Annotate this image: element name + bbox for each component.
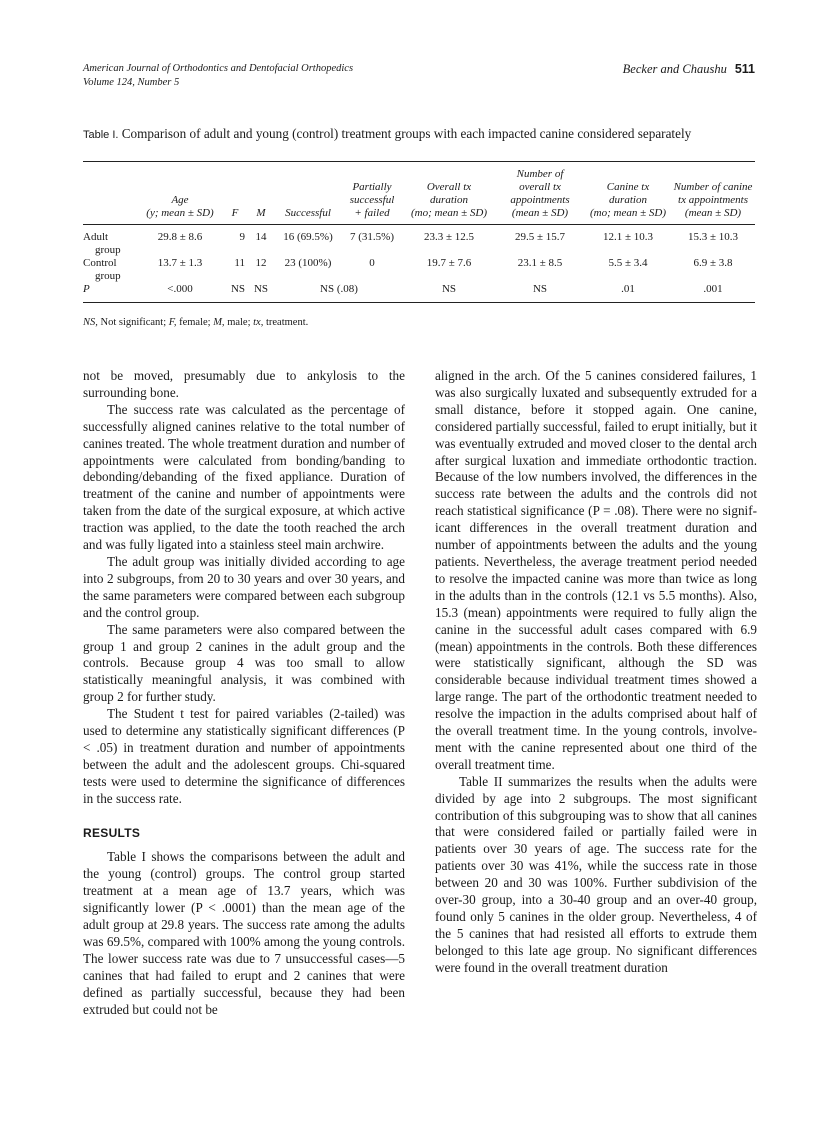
cell-overall-appointments: 23.1 ± 8.5 xyxy=(517,257,563,269)
section-heading-results: RESULTS xyxy=(83,825,141,840)
cell-m: 14 xyxy=(255,231,267,243)
cell-canine-appointments: 6.9 ± 3.8 xyxy=(693,257,733,269)
comparison-table xyxy=(83,161,755,303)
cell-overall-duration: NS xyxy=(441,283,457,295)
cell-success-combined: NS (.08) xyxy=(320,283,358,295)
cell-overall-duration: 23.3 ± 12.5 xyxy=(423,231,475,243)
journal-title: American Journal of Orthodontics and Dentofacial Orthopedics xyxy=(83,63,354,74)
row-label: Control group xyxy=(83,257,121,282)
cell-canine-duration: .01 xyxy=(621,283,635,295)
cell-age: 29.8 ± 8.6 xyxy=(157,231,203,243)
paragraph: aligned in the arch. Of the 5 canines considered failures, 1 was also surgically luxated and subsequently extruded for a small distance, before it stopped again. One canine, considered partially successful, failed to erupt initially, but it was eventually extruded and moved closer to the dental arch after surgical luxation and immediate orthodontic traction. Because of the low numbers involved, the differences in the success rate between the adults and the controls did not reach statistical significance (P = .08). There were no significant differences in the overall treatment duration and number of appointments between the adults and the young patients. Nevertheless, the average treatment period needed to resolve the impacted canine was more than twice as long in the adults than in the controls (12.1 vs 5.5 months). Also, 15.3 (mean) appointments were required to fully align the canine in the successful adult cases compared with 6.9 (mean) appointments in the controls. Both these differences were statistically significant, although the SD was considerable because individual treatment times showed a large range. The part of the orthodontic treatment needed to resolve the impaction in the adults comprised about half of the overall treatment time. In the young controls, involvement with the canine represented about one third of the overall treatment time. xyxy=(435,368,757,772)
paragraph: Table II summarizes the results when the adults were divided by age into 2 subgroups. The most significant contribution of this subgrouping was to show that all canines that were considered failed or partially failed were in patients over 30 years of age. The success rate for the patients over 30 was 41%, while the success rate in those between 20 and 30 was 100%. Further subdivision of the over-30 group, into a 30-40 group and an over-40 group, found only 5 canines in the older group. Nevertheless, 4 of the 5 canines that had resisted all efforts to extrude them belonged to this late age group. No significant differences were found in the overall treatment duration xyxy=(435,773,757,975)
table-row-adult xyxy=(83,225,755,258)
paragraph: Table I shows the comparisons between the adult and the young (control) groups. The control group started treatment at a mean age of 13.7 years, which was significantly lower (P < .0001) than the mean age of the adult group at 29.8 years. The success rate among the adults was 69.5%, compared with 100% among the young controls. The lower success rate was due to 7 unsuccessful cases—5 canines that had failed to erupt and 2 canines that were defined as partially successful, because they had been extruded but could not be xyxy=(83,849,405,1017)
table-caption-text: Comparison of adult and young (control) treatment groups with each impacted canine considered separately xyxy=(121,126,692,141)
paragraph: The success rate was calculated as the percentage of successfully aligned canines relative to the total number of canines treated. The whole treatment duration and number of appointments were calculated from bonding/banding to debonding/debanding of the fixed appliance. Duration of treatment of the canine and number of appointments were taken from the date of the surgical exposure, at which active traction was applied, to the date the tooth reached the arch and was fully ligated into a stainless steel main archwire. xyxy=(83,401,405,553)
cell-canine-appointments: 15.3 ± 10.3 xyxy=(687,231,739,243)
header-m: M xyxy=(256,207,266,219)
cell-f: 11 xyxy=(234,257,245,269)
table-row-p-value xyxy=(83,283,755,303)
running-head xyxy=(83,62,755,90)
table-caption xyxy=(83,126,723,143)
row-label: Adult group xyxy=(83,231,121,256)
cell-age: <.000 xyxy=(167,283,193,295)
row-label: P xyxy=(83,283,90,295)
cell-canine-duration: 5.5 ± 3.4 xyxy=(608,257,648,269)
table-row-control xyxy=(83,257,755,283)
cell-f: 9 xyxy=(239,231,245,243)
header-canine-appointments: Number of canine tx appointments (mean ± SD) xyxy=(673,181,753,219)
cell-successful: 16 (69.5%) xyxy=(283,231,333,243)
cell-f: NS xyxy=(230,283,245,295)
table-header-row xyxy=(83,162,755,225)
running-head-right xyxy=(623,62,755,76)
cell-partial: 0 xyxy=(369,257,375,269)
header-overall-duration: Overall tx duration (mo; mean ± SD) xyxy=(411,181,487,219)
header-canine-duration: Canine tx duration (mo; mean ± SD) xyxy=(590,181,666,219)
cell-partial: 7 (31.5%) xyxy=(350,231,394,243)
paragraph: The same parameters were also compared between the group 1 and group 2 canines in the adult group and the controls. Because group 4 was too small to allow statistically meaningful analysis, it was combined with group 2 for further study. xyxy=(83,621,405,705)
header-f: F xyxy=(231,207,239,219)
journal-volume: Volume 124, Number 5 xyxy=(83,77,180,88)
table-label: Table I. xyxy=(83,129,119,141)
table-1 xyxy=(83,161,755,303)
header-overall-appointments: Number of overall tx appointments (mean ± SD) xyxy=(510,168,570,219)
cell-canine-appointments: .001 xyxy=(703,283,723,295)
paragraph: The Student t test for paired variables (2-tailed) was used to determine any statistically significant differences (P < .05) in treatment duration and number of appointments between the adult and the adolescent groups. Chi-squared tests were used to determine the significance of differences in the success rate. xyxy=(83,706,405,806)
header-age: Age (y; mean ± SD) xyxy=(146,194,214,219)
cell-m: 12 xyxy=(255,257,267,269)
header-partial-failed: Partially successful + failed xyxy=(349,181,395,219)
paragraph: The adult group was initially divided according to age into 2 subgroups, from 20 to 30 years and over 30 years, and the same parameters were compared between each subgroup and the control group. xyxy=(83,553,405,620)
cell-overall-appointments: NS xyxy=(532,283,548,295)
authors: Becker and Chaushu xyxy=(622,62,727,76)
body-column-left xyxy=(83,368,405,1019)
cell-canine-duration: 12.1 ± 10.3 xyxy=(602,231,654,243)
paragraph: not be moved, presumably due to ankylosis to the surrounding bone. xyxy=(83,368,405,400)
header-blank xyxy=(83,162,137,225)
cell-overall-appointments: 29.5 ± 15.7 xyxy=(514,231,566,243)
page-number: 511 xyxy=(734,62,755,76)
header-successful: Successful xyxy=(285,207,331,219)
body-column-right xyxy=(435,368,757,977)
table-footnote: NS, Not significant; F, female; M, male; tx, treatment. xyxy=(83,317,309,328)
cell-overall-duration: 19.7 ± 7.6 xyxy=(426,257,472,269)
cell-successful: 23 (100%) xyxy=(284,257,332,269)
cell-m: NS xyxy=(253,283,269,295)
cell-age: 13.7 ± 1.3 xyxy=(157,257,203,269)
